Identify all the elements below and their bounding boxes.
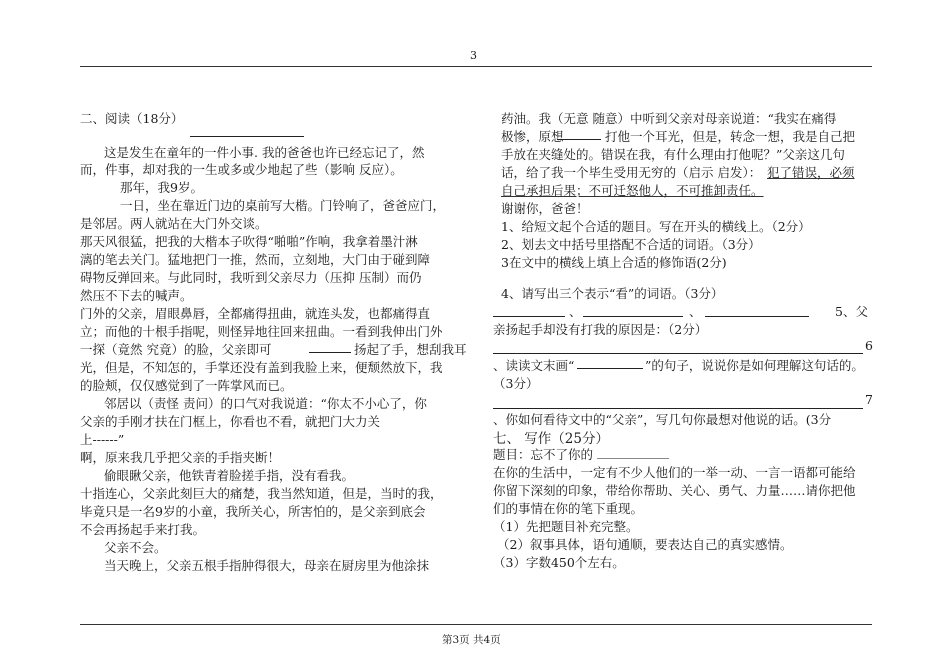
paragraph-line: 父亲的手刚才扶在门框上，你看也不看，就把门大力关	[80, 414, 381, 429]
paragraph-line: 门外的父亲，眉眼鼻唇，全都痛得扭曲，就连头发，也都痛得直	[80, 306, 431, 321]
page-header-number: 3	[470, 49, 477, 62]
paragraph-line: 谢谢你，爸爸！	[501, 201, 589, 216]
answer-blank-line[interactable]	[705, 305, 809, 317]
underlined-sentence: 自己承担后果；不可迁怒他人，不可推卸责任。	[501, 183, 764, 198]
paragraph-line: 而，件事，却对我的一生或多或少地起了些（影响 反应）。	[80, 162, 403, 177]
paragraph-line: 极惨，原想	[501, 129, 564, 144]
writing-title-blank[interactable]	[597, 447, 669, 459]
modifier-blank-line[interactable]	[557, 128, 601, 140]
paragraph-line: 上------”	[80, 432, 125, 447]
question-1: 1、给短文起个合适的题目。写在开头的横线上。（2分）	[501, 219, 811, 234]
paragraph-line: 毕竟只是一名9岁的小童，我所关心，所害怕的，是父亲到底会	[80, 504, 426, 519]
question-7: 、你如何看待文中的“父亲”，写几句你最想对他说的话。(3分	[493, 412, 832, 427]
question-2: 2、划去文中括号里搭配不合适的词语。（3分）	[501, 237, 761, 252]
paragraph-line: 当天晚上，父亲五根手指肿得很大，母亲在厨房里为他涂抹	[104, 558, 430, 573]
section-heading-writing: 七、 写作（25分）	[493, 431, 609, 447]
writing-title-prompt: 题目：忘不了你的	[493, 447, 594, 462]
paragraph-line: 一日，坐在靠近门边的桌前写大楷。门铃响了，爸爸应门，	[120, 198, 446, 213]
question-6: 、读读文末画“	[493, 358, 575, 373]
paragraph-line: 碍物反弹回来。与此同时，我听到父亲尽力（压抑 压制）而仍	[80, 270, 422, 285]
paragraph-line: 的脸颊，仅仅感觉到了一阵掌风而已。	[80, 378, 293, 393]
paragraph-line: 那年，我9岁。	[120, 180, 203, 195]
paragraph-line: 漓的笔去关门。猛地把门一推，然而，立刻地，大门由于碰到障	[80, 252, 431, 267]
paragraph-line: 手放在夹缝处的。错误在我，有什么理由打他呢？”父亲这几句	[501, 147, 845, 162]
paragraph-line: 邻居以（责怪 责问）的口气对我说道：“你太不小心了，你	[104, 396, 427, 411]
writing-requirement-3: （3）字数450个左右。	[493, 555, 625, 570]
paragraph-line: 扬起了手，想刮我耳	[354, 342, 467, 357]
question-5-number: 5、父	[835, 304, 868, 319]
underlined-sentence: 犯了错误，必须	[767, 165, 855, 180]
paragraph-line: 光，但是，不知怎的，手掌还没有盖到我脸上来，便颓然放下，我	[80, 360, 443, 375]
question-5: 亲扬起手却没有打我的原因是：（2分）	[493, 322, 708, 337]
quote-blank-line[interactable]	[577, 357, 643, 369]
writing-prompt-line: 你留下深刻的印象，带给你帮助、关心、勇气、力量……请你把他	[493, 483, 856, 498]
paragraph-line: 偷眼瞅父亲，他铁青着脸搓手指，没有看我。	[104, 468, 355, 483]
modifier-blank-line[interactable]	[309, 341, 351, 353]
paragraph-line: 话，给了我一个毕生受用无穷的（启示 启发）：	[501, 165, 762, 180]
paragraph-line: 这是发生在童年的一件小事. 我的爸爸也许已经忘记了，然	[104, 145, 425, 160]
paragraph-line: 然压不下去的喊声。	[80, 288, 193, 303]
question-3: 3在文中的横线上填上合适的修饰语(2分)	[501, 255, 727, 270]
answer-blank-line[interactable]	[583, 305, 683, 317]
title-blank-line[interactable]	[190, 125, 304, 137]
paragraph-line: 一探（竟然 究竟）的脸，父亲即可	[80, 342, 272, 357]
question-6-cont: ”的句子，说说你是如何理解这句话的。	[645, 358, 864, 373]
paragraph-line: 十指连心，父亲此刻巨大的痛楚，我当然知道，但是，当时的我，	[80, 486, 443, 501]
writing-requirement-2: （2）叙事具体，语句通顺，要表达自己的真实感情。	[497, 537, 793, 552]
question-6-score: （3分）	[493, 376, 539, 391]
paragraph-line: 药油。我（无意 随意）中听到父亲对母亲说道：“我实在痛得	[501, 111, 837, 126]
writing-prompt-line: 们的事情在你的笔下重现。	[493, 501, 644, 516]
question-4: 4、请写出三个表示“看”的词语。（3分）	[501, 286, 724, 301]
paragraph-line: 不会再扬起手来打我。	[80, 522, 206, 537]
paragraph-line: 打他一个耳光，但是，转念一想，我是自己把	[605, 129, 856, 144]
answer-blank-line[interactable]	[493, 342, 863, 354]
footer-rule	[80, 624, 872, 625]
separator-comma: 、	[689, 304, 702, 319]
paragraph-line: 父亲不会。	[104, 540, 167, 555]
writing-requirement-1: （1）先把题目补充完整。	[493, 519, 639, 534]
writing-prompt-line: 在你的生活中，一定有不少人他们的一举一动、一言一语都可能给	[493, 465, 856, 480]
question-6-number: 6	[865, 338, 873, 353]
question-7-number: 7	[865, 392, 873, 407]
separator-comma: 、	[569, 304, 582, 319]
paragraph-line: 是邻居。两人就站在大门外交谈。	[80, 216, 268, 231]
page-footer: 第3页 共4页	[442, 634, 501, 646]
paragraph-line: 啊，原来我几乎把父亲的手指夹断！	[80, 450, 281, 465]
paragraph-line: 立；而他的十根手指呢，则怪异地往回来扭曲。一看到我伸出门外	[80, 324, 443, 339]
paragraph-line: 那天风很猛，把我的大楷本子吹得“啪啪”作响，我拿着墨汁淋	[80, 234, 418, 249]
answer-blank-line[interactable]	[493, 305, 565, 317]
header-rule	[80, 66, 872, 67]
section-heading-reading: 二、阅读（18分）	[80, 111, 184, 126]
answer-blank-line[interactable]	[493, 397, 863, 409]
